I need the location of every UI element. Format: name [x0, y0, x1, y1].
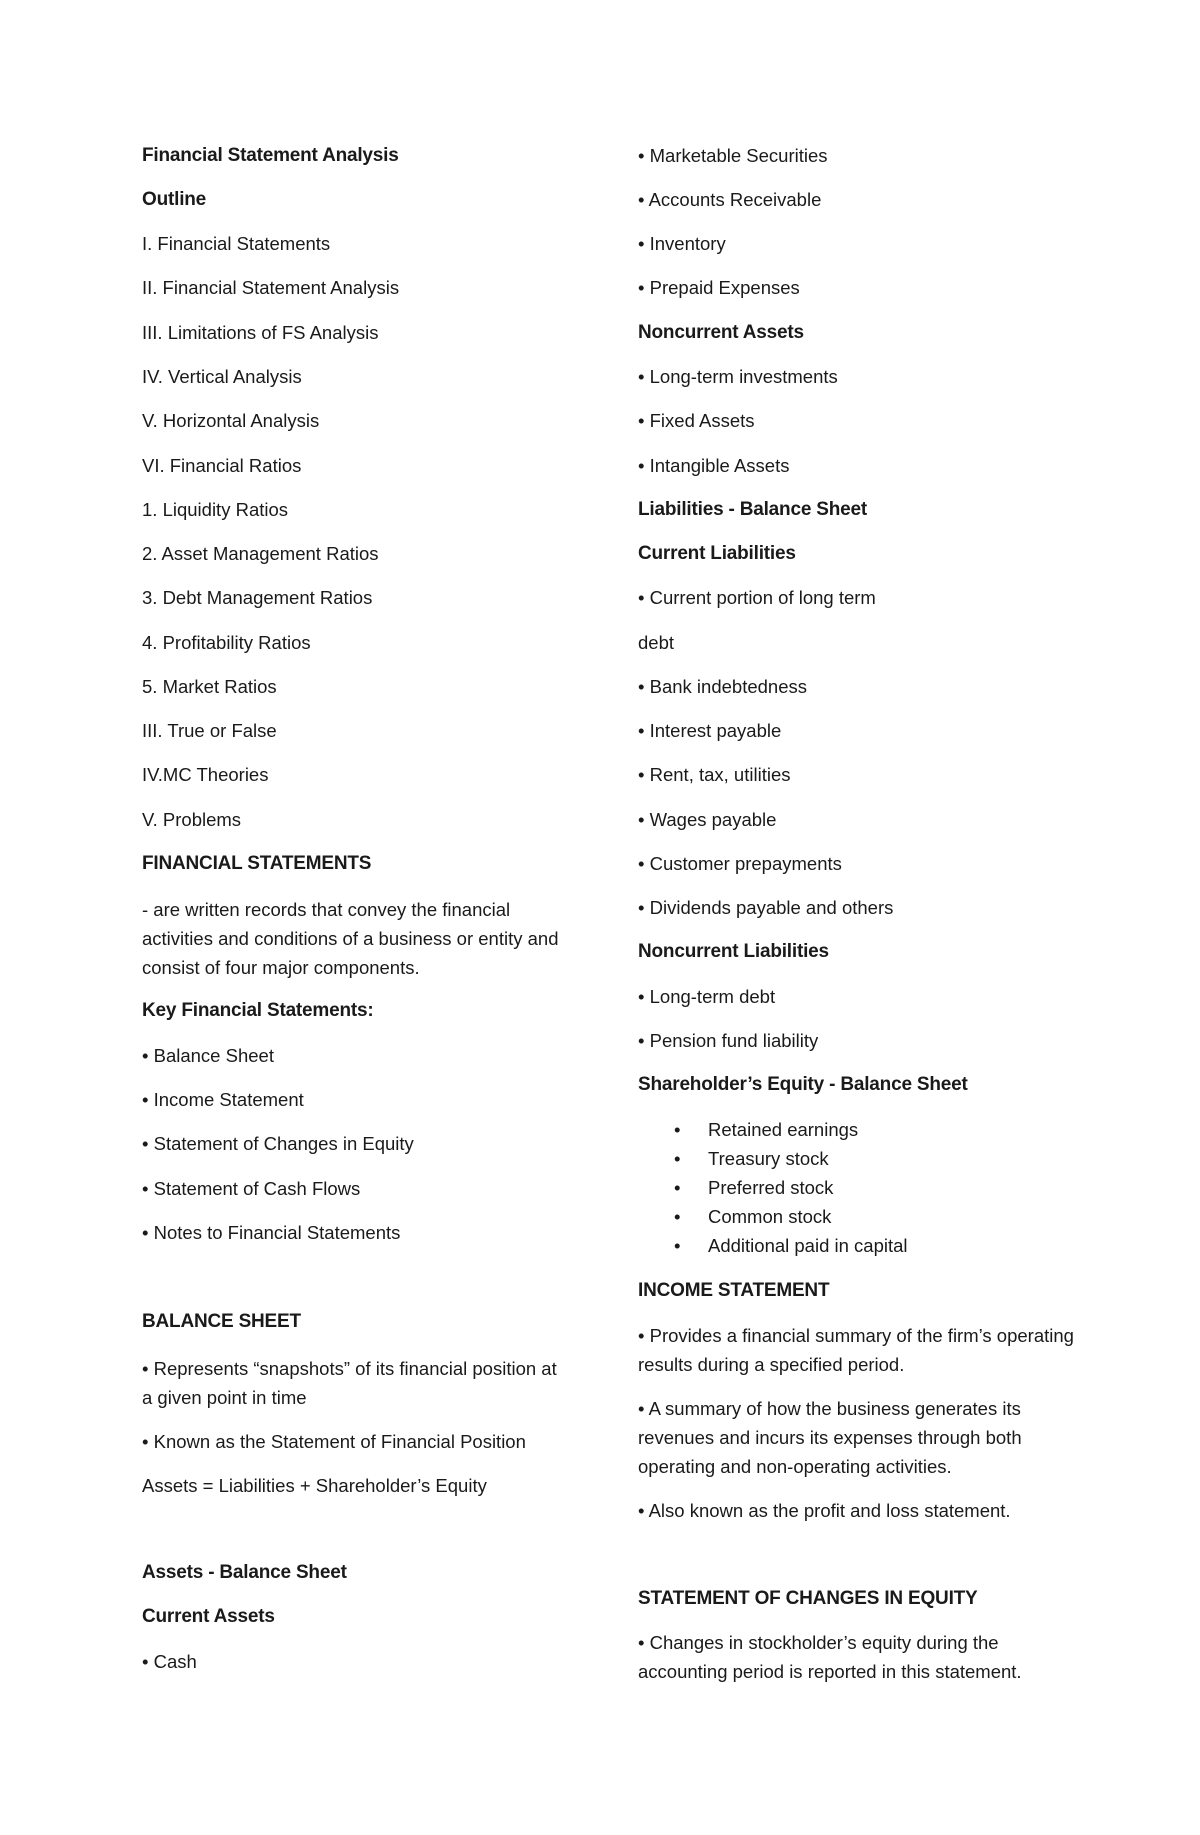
noncurrent-asset-item: • Intangible Assets: [638, 455, 790, 476]
equity-item: • Additional paid in capital: [638, 1231, 908, 1260]
current-liability-item: • Customer prepayments: [638, 853, 842, 874]
outline-item: 2. Asset Management Ratios: [142, 543, 379, 564]
current-asset-item: • Marketable Securities: [638, 145, 828, 166]
bullet-icon: •: [674, 1206, 681, 1227]
noncurrent-liability-item: • Long-term debt: [638, 986, 776, 1007]
current-liabilities-heading: Current Liabilities: [638, 543, 796, 564]
equity-item: • Retained earnings: [638, 1115, 908, 1144]
outline-item: V. Problems: [142, 809, 242, 830]
outline-item: III. True or False: [142, 720, 277, 741]
accounting-equation: Assets = Liabilities + Shareholder’s Equity: [142, 1475, 487, 1496]
key-statement-item: • Notes to Financial Statements: [142, 1222, 401, 1243]
outline-item: 5. Market Ratios: [142, 676, 277, 697]
sce-heading: STATEMENT OF CHANGES IN EQUITY: [638, 1588, 978, 1609]
outline-item: IV. Vertical Analysis: [142, 366, 302, 387]
equity-item: • Treasury stock: [638, 1144, 908, 1173]
key-statement-item: • Income Statement: [142, 1089, 304, 1110]
document-title: Financial Statement Analysis: [142, 145, 399, 166]
noncurrent-liabilities-heading: Noncurrent Liabilities: [638, 941, 829, 962]
key-statements-heading: Key Financial Statements:: [142, 1000, 374, 1021]
equity-heading: Shareholder’s Equity - Balance Sheet: [638, 1074, 968, 1095]
outline-item: I. Financial Statements: [142, 233, 331, 254]
income-statement-heading: INCOME STATEMENT: [638, 1280, 830, 1301]
current-asset-item: • Accounts Receivable: [638, 189, 822, 210]
current-liability-item: • Wages payable: [638, 809, 777, 830]
noncurrent-assets-heading: Noncurrent Assets: [638, 322, 804, 343]
current-liability-item: • Dividends payable and others: [638, 897, 894, 918]
equity-item: • Common stock: [638, 1202, 908, 1231]
current-asset-item: • Cash: [142, 1651, 197, 1672]
balance-sheet-point: • Known as the Statement of Financial Position: [142, 1431, 526, 1452]
noncurrent-liability-item: • Pension fund liability: [638, 1030, 819, 1051]
current-liability-item: debt: [638, 632, 675, 653]
bullet-icon: •: [674, 1235, 681, 1256]
income-statement-point: • Provides a financial summary of the firm’s operating results during a specified period.: [638, 1325, 1074, 1375]
outline-item: IV.MC Theories: [142, 764, 269, 785]
equity-item: • Preferred stock: [638, 1173, 908, 1202]
current-liability-item: • Current portion of long term: [638, 587, 876, 608]
key-statement-item: • Statement of Cash Flows: [142, 1178, 361, 1199]
current-liability-item: • Interest payable: [638, 720, 782, 741]
bullet-icon: •: [674, 1148, 681, 1169]
outline-item: III. Limitations of FS Analysis: [142, 322, 379, 343]
outline-item: 1. Liquidity Ratios: [142, 499, 289, 520]
outline-item: 3. Debt Management Ratios: [142, 587, 373, 608]
assets-heading: Assets - Balance Sheet: [142, 1562, 347, 1583]
current-asset-item: • Inventory: [638, 233, 726, 254]
sce-point: • Changes in stockholder’s equity during the accounting period is reported in this statement.: [638, 1632, 1022, 1682]
income-statement-point: • Also known as the profit and loss statement.: [638, 1500, 1011, 1521]
balance-sheet-point: • Represents “snapshots” of its financial position at a given point in time: [142, 1358, 557, 1408]
current-asset-item: • Prepaid Expenses: [638, 277, 800, 298]
fs-definition: - are written records that convey the financial activities and conditions of a business or entity and consist of four major components.: [142, 899, 559, 978]
key-statement-item: • Balance Sheet: [142, 1045, 274, 1066]
liabilities-heading: Liabilities - Balance Sheet: [638, 499, 868, 520]
current-assets-heading: Current Assets: [142, 1606, 275, 1627]
fs-heading: FINANCIAL STATEMENTS: [142, 853, 372, 874]
noncurrent-asset-item: • Long-term investments: [638, 366, 838, 387]
outline-item: 4. Profitability Ratios: [142, 632, 311, 653]
outline-item: VI. Financial Ratios: [142, 455, 302, 476]
outline-heading: Outline: [142, 189, 207, 210]
income-statement-point: • A summary of how the business generates its revenues and incurs its expenses through both operating and non-operating activities.: [638, 1398, 1022, 1477]
key-statement-item: • Statement of Changes in Equity: [142, 1133, 414, 1154]
equity-list: [638, 1115, 908, 1260]
noncurrent-asset-item: • Fixed Assets: [638, 410, 755, 431]
balance-sheet-heading: BALANCE SHEET: [142, 1311, 301, 1332]
bullet-icon: •: [674, 1177, 681, 1198]
current-liability-item: • Bank indebtedness: [638, 676, 807, 697]
outline-item: II. Financial Statement Analysis: [142, 277, 400, 298]
current-liability-item: • Rent, tax, utilities: [638, 764, 791, 785]
outline-item: V. Horizontal Analysis: [142, 410, 320, 431]
bullet-icon: •: [674, 1119, 681, 1140]
